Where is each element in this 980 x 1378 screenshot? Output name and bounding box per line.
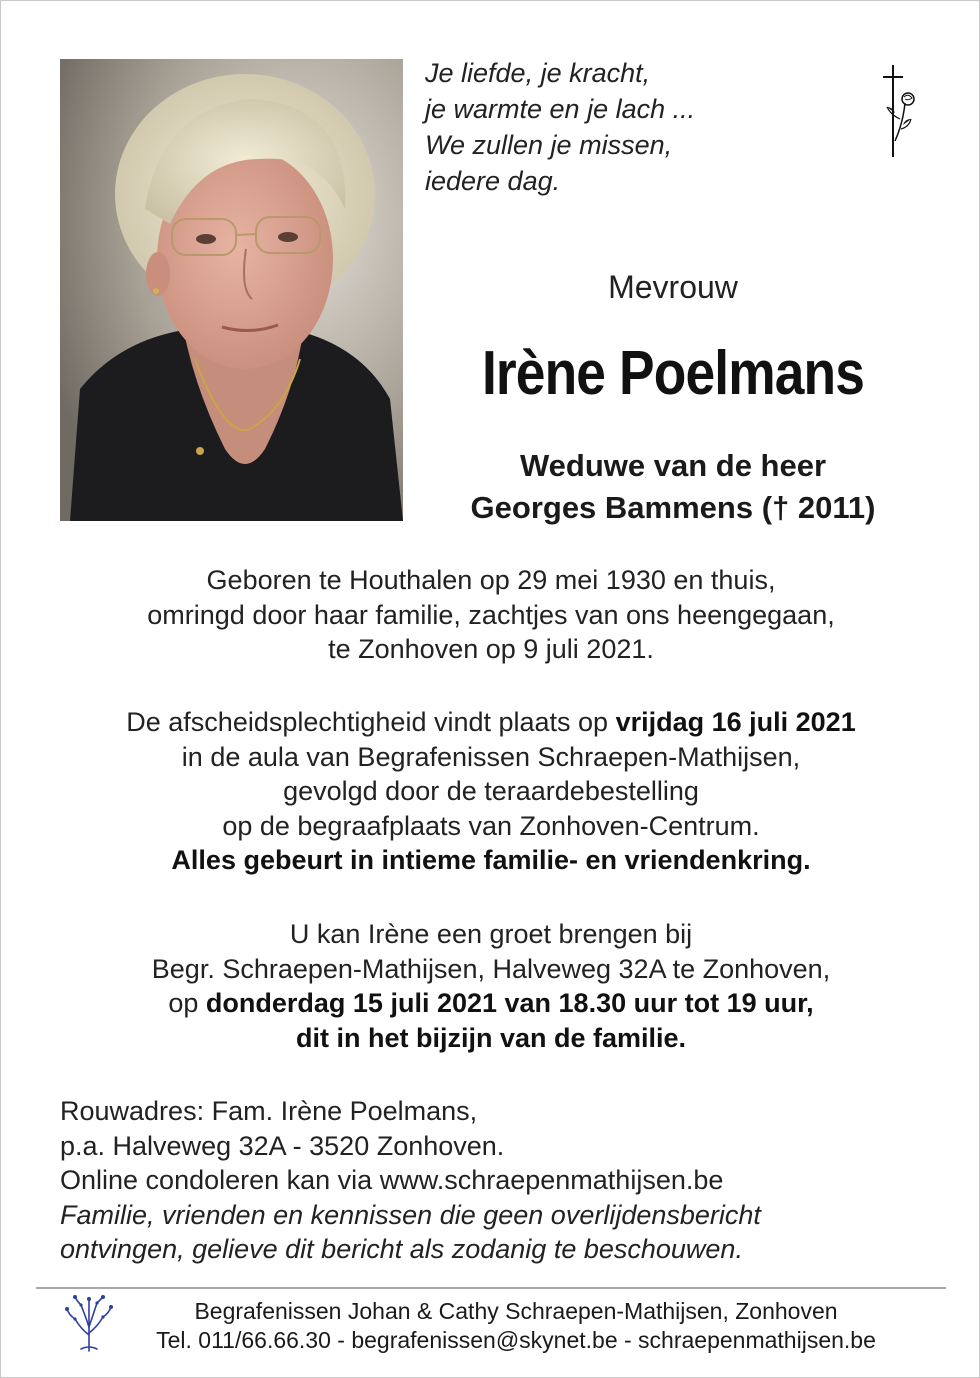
- visit-datetime: donderdag 15 juli 2021 van 18.30 uur tot 19 uur,: [205, 988, 814, 1018]
- birth-line: te Zonhoven op 9 juli 2021.: [328, 634, 654, 664]
- ceremony-date: vrijdag 16 juli 2021: [615, 707, 856, 737]
- visit-note: dit in het bijzijn van de familie.: [295, 1022, 687, 1053]
- deceased-name: Irène Poelmans: [481, 339, 865, 408]
- visit-line: [41, 1021, 941, 1056]
- birth-line: Geboren te Houthalen op 29 mei 1930 en thuis,: [206, 565, 776, 595]
- visit-line: U kan Irène een groet brengen bij: [289, 919, 693, 949]
- honorific: Mevrouw: [608, 269, 738, 305]
- poem-line: We zullen je missen,: [425, 130, 673, 160]
- ceremony-line: in de aula van Begrafenissen Schraepen-Mathijsen,: [181, 741, 801, 772]
- funeral-home-contact: Tel. 011/66.66.30 - begrafenissen@skynet.be - schraepenmathijsen.be: [156, 1327, 876, 1353]
- ceremony-note: Alles gebeurt in intieme familie- en vriendenkring.: [171, 845, 811, 875]
- cross-with-rose-icon: [873, 63, 921, 159]
- ceremony-info: [41, 705, 941, 878]
- visitation-info: [41, 917, 941, 1055]
- birth-death-info: [41, 563, 941, 667]
- notice-line: Familie, vrienden en kennissen die geen overlijdensbericht: [60, 1199, 761, 1230]
- portrait-photo: [60, 59, 403, 521]
- visit-line-text: op: [168, 988, 206, 1018]
- ceremony-line: [41, 843, 941, 878]
- ceremony-line: gevolgd door de teraardebestelling: [283, 776, 699, 806]
- widow-of: [421, 445, 925, 529]
- poem-line: je warmte en je lach ...: [425, 94, 696, 124]
- ceremony-line-text: De afscheidsplechtigheid vindt plaats op: [126, 707, 616, 737]
- visit-line: Begr. Schraepen-Mathijsen, Halveweg 32A te Zonhoven,: [151, 953, 831, 984]
- mourning-address: [60, 1094, 940, 1267]
- notice-line: ontvingen, gelieve dit bericht als zodanig te beschouwen.: [60, 1234, 743, 1264]
- funeral-home-name: Begrafenissen Johan & Cathy Schraepen-Mathijsen, Zonhoven: [194, 1298, 838, 1324]
- widow-line: Weduwe van de heer: [519, 448, 827, 483]
- address-line: p.a. Halveweg 32A - 3520 Zonhoven.: [60, 1130, 505, 1161]
- footer-divider: [36, 1287, 946, 1289]
- widow-line: Georges Bammens († 2011): [470, 490, 876, 525]
- poem-line: Je liefde, je kracht,: [425, 58, 651, 88]
- poem: [425, 55, 695, 199]
- birth-line: omringd door haar familie, zachtjes van ons heengegaan,: [147, 599, 835, 630]
- ceremony-line: op de begraafplaats van Zonhoven-Centrum.: [222, 810, 760, 841]
- visit-line: [41, 986, 941, 1021]
- condolence-line: Online condoleren kan via www.schraepenmathijsen.be: [60, 1165, 724, 1195]
- poem-line: iedere dag.: [425, 166, 561, 196]
- funeral-home-footer: [111, 1297, 921, 1355]
- tree-logo-icon: [63, 1295, 115, 1353]
- address-line: Rouwadres: Fam. Irène Poelmans,: [60, 1096, 478, 1126]
- ceremony-line: [41, 705, 941, 740]
